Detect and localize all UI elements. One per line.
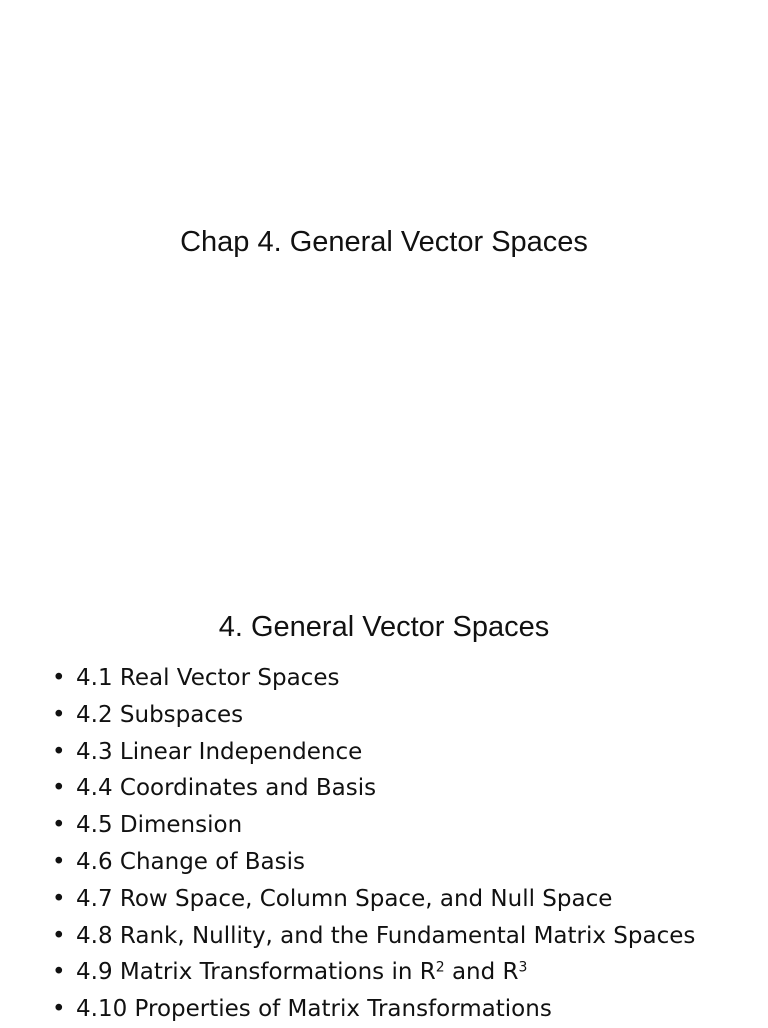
list-item-label: 4.1 Real Vector Spaces <box>76 665 340 691</box>
list-item <box>48 881 695 918</box>
bullet-icon: • <box>52 922 66 949</box>
bullet-icon: • <box>52 665 66 691</box>
toc-list <box>48 660 695 1028</box>
list-item-label: 4.8 Rank, Nullity, and the Fundamental Matrix Spaces <box>76 922 696 949</box>
superscript: 2 <box>435 959 445 976</box>
list-item <box>48 991 695 1028</box>
list-item <box>48 844 695 881</box>
list-item-label: 4.2 Subspaces <box>76 701 244 728</box>
bullet-icon: • <box>52 885 66 912</box>
bullet-icon: • <box>52 959 66 986</box>
section-title: 4. General Vector Spaces <box>218 611 550 643</box>
list-item-label: 4.7 Row Space, Column Space, and Null Space <box>76 885 613 912</box>
list-item-label: 4.6 Change of Basis <box>76 848 305 875</box>
list-item-text-part: and R <box>444 959 519 986</box>
list-item <box>48 807 695 844</box>
bullet-icon: • <box>52 812 66 839</box>
list-item <box>48 697 695 734</box>
bullet-icon: • <box>52 996 66 1023</box>
bullet-icon: • <box>52 738 66 765</box>
bullet-icon: • <box>52 848 66 875</box>
list-item-label <box>76 954 527 991</box>
list-item <box>48 918 695 955</box>
list-item <box>48 660 695 697</box>
list-item <box>48 770 695 807</box>
list-item-text-part: 4.9 Matrix Transformations in R <box>76 959 436 986</box>
superscript: 3 <box>518 959 528 976</box>
bullet-icon: • <box>52 701 66 728</box>
slide-title: Chap 4. General Vector Spaces <box>180 226 588 258</box>
list-item-label: 4.4 Coordinates and Basis <box>76 775 377 802</box>
list-item-label: 4.3 Linear Independence <box>76 738 363 765</box>
list-item <box>48 734 695 771</box>
bullet-icon: • <box>52 775 66 802</box>
list-item-label: 4.5 Dimension <box>76 812 243 839</box>
list-item <box>48 954 695 991</box>
list-item-label: 4.10 Properties of Matrix Transformations <box>76 996 552 1023</box>
